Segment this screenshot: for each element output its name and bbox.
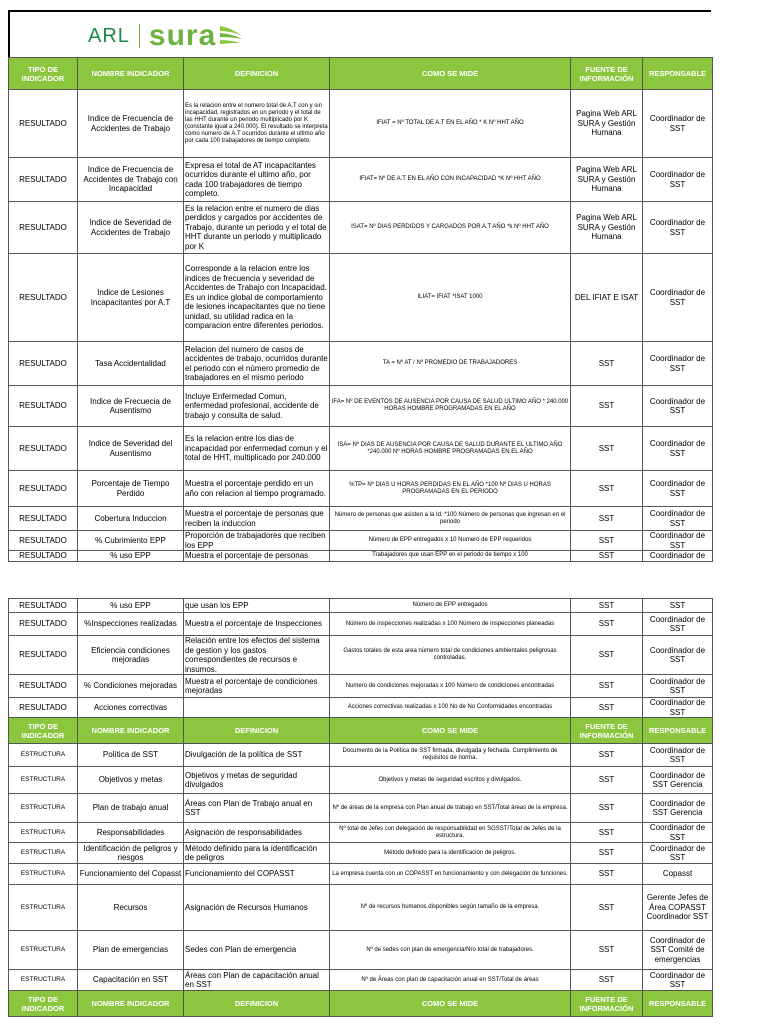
cell-como-se-mide: Objetivos y metas de seguridad escritos y divulgados. <box>330 767 571 794</box>
cell-fuente: SST <box>571 471 643 507</box>
cell-tipo: RESULTADO <box>9 551 78 562</box>
table-row <box>9 794 713 823</box>
table-row <box>9 767 713 794</box>
table-row <box>9 698 713 718</box>
cell-fuente: Pagina Web ARL SURA y Gestión Humana <box>571 90 643 158</box>
table-row <box>9 551 713 562</box>
cell-responsable: Coordinador de SST <box>643 823 713 843</box>
cell-como-se-mide: Número de inspecciones realizadas x 100 Número de inspecciones planeadas <box>330 613 571 636</box>
cell-nombre: Acciones correctivas <box>78 698 184 718</box>
table-row <box>9 744 713 767</box>
cell-tipo: ESTRUCTURA <box>9 864 78 885</box>
cell-tipo: ESTRUCTURA <box>9 970 78 991</box>
cell-tipo: ESTRUCTURA <box>9 843 78 864</box>
cell-definicion: Relacion del numero de casos de accidentes de trabajo, ocurridos durante el periodo con el número promedio de trabajadores en el mismo periodo <box>184 342 330 386</box>
cell-definicion: Divulgación de la política de SST <box>184 744 330 767</box>
logo-arl-text: ARL <box>88 24 130 47</box>
cell-responsable: Coordinador de SST <box>643 254 713 342</box>
logo-sura-text: sura <box>148 19 217 52</box>
cell-fuente: SST <box>571 698 643 718</box>
table-row <box>9 599 713 613</box>
header-tipo: TIPO DE INDICADOR <box>9 991 78 1017</box>
table-row <box>9 427 713 471</box>
cell-como-se-mide: ILIAT= IFIAT *ISAT 1000 <box>330 254 571 342</box>
cell-definicion: Muestra el porcentaje de condiciones mejoradas <box>184 675 330 698</box>
cell-nombre: Plan de trabajo anual <box>78 794 184 823</box>
cell-tipo: RESULTADO <box>9 675 78 698</box>
header-tipo: TIPO DE INDICADOR <box>9 718 78 744</box>
cell-como-se-mide: Nº de áreas de la empresa con Plan anual de trabajo en SST/Total áreas de la empresa. <box>330 794 571 823</box>
cell-como-se-mide: ISAT= Nº DIAS PERDIDOS Y CARGADOS POR A.T AÑO *k Nº HHT AÑO <box>330 202 571 254</box>
cell-tipo: RESULTADO <box>9 254 78 342</box>
cell-nombre: Cobertura Induccion <box>78 507 184 531</box>
cell-nombre: Responsabilidades <box>78 823 184 843</box>
cell-responsable: Coordinador de SST <box>643 613 713 636</box>
cell-nombre: Recursos <box>78 885 184 931</box>
cell-responsable: Coordinador de SST <box>643 342 713 386</box>
table-header-row <box>9 718 713 744</box>
cell-fuente: SST <box>571 427 643 471</box>
cell-como-se-mide: Número de personas que asisten a la Id. *100 Número de personas que ingresan en el periodo <box>330 507 571 531</box>
cell-definicion: Muestra el porcentaje de personas que reciben la induccion <box>184 507 330 531</box>
cell-como-se-mide: IFA= Nº DE EVENTOS DE AUSENCIA POR CAUSA DE SALUD ULTIMO AÑO * 240.000 HORAS HOMBRE PROGRAMADAS EN EL AÑO <box>330 386 571 427</box>
cell-fuente: SST <box>571 551 643 562</box>
table-header-row <box>9 58 713 90</box>
cell-responsable: Coordinador de SST <box>643 698 713 718</box>
logo-separator <box>139 24 140 48</box>
table-row <box>9 158 713 202</box>
table-row <box>9 613 713 636</box>
cell-tipo: RESULTADO <box>9 613 78 636</box>
header-nombre: NOMBRE INDICADOR <box>78 58 184 90</box>
table-row <box>9 675 713 698</box>
cell-como-se-mide: Numero de condiciones mejoradas x 100 Número de condiciones encontradas <box>330 675 571 698</box>
cell-como-se-mide: La empresa cuenta con un COPASST en funcionamiento y con delegación de funciones. <box>330 864 571 885</box>
header-definicion: DEFINICION <box>184 718 330 744</box>
header-como-se-mide: COMO SE MIDE <box>330 718 571 744</box>
cell-nombre: Política de SST <box>78 744 184 767</box>
cell-fuente: SST <box>571 507 643 531</box>
indicators-table-page1 <box>8 57 713 562</box>
cell-definicion: Áreas con Plan de Trabajo anual en SST <box>184 794 330 823</box>
cell-como-se-mide: %TP= Nº DIAS U HORAS PERDIDAS EN EL AÑO *100 Nº DIAS U HORAS PROGRAMADAS EN EL PERIODO <box>330 471 571 507</box>
cell-tipo: ESTRUCTURA <box>9 767 78 794</box>
cell-tipo: ESTRUCTURA <box>9 931 78 970</box>
cell-definicion: Asignación de responsabilidades <box>184 823 330 843</box>
cell-fuente: SST <box>571 843 643 864</box>
table-row <box>9 507 713 531</box>
header-responsable: RESPONSABLE <box>643 718 713 744</box>
cell-definicion: Muestra el porcentaje de Inspecciones <box>184 613 330 636</box>
table-row <box>9 386 713 427</box>
table-row <box>9 471 713 507</box>
header-fuente: FUENTE DE INFORMACIÓN <box>571 991 643 1017</box>
cell-responsable: Coordinador de SST <box>643 636 713 675</box>
cell-nombre: Indice de Lesiones Incapacitantes por A.T <box>78 254 184 342</box>
cell-definicion: Es la relacion entre los dias de incapacidad por enfermedad comun y el total de HHT, multiplicado por 240.000 <box>184 427 330 471</box>
cell-tipo: RESULTADO <box>9 386 78 427</box>
cell-definicion: Proporción de trabajadores que reciben los EPP <box>184 531 330 551</box>
cell-responsable: Coordinador de SST <box>643 427 713 471</box>
sura-swoosh-icon <box>218 22 244 50</box>
cell-como-se-mide: TA = Nº AT / Nº PROMEDIO DE TRABAJADORES <box>330 342 571 386</box>
cell-responsable: Coordinador de SST <box>643 202 713 254</box>
cell-fuente: SST <box>571 864 643 885</box>
cell-como-se-mide: Número de EPP entregados x 10 Numero de EPP requeridos <box>330 531 571 551</box>
header-responsable: RESPONSABLE <box>643 991 713 1017</box>
cell-nombre: Eficiencia condiciones mejoradas <box>78 636 184 675</box>
cell-responsable: SST <box>643 599 713 613</box>
cell-responsable: Coordinador de SST <box>643 386 713 427</box>
cell-nombre: Funcionamiento del Copasst <box>78 864 184 885</box>
cell-nombre: % uso EPP <box>78 551 184 562</box>
cell-definicion: Es la relacion entre el numero total de A.T con y sin incapacidad, registrados en un periodo y el total de las HHT durante un periodo multiplicado por K (constante igual a 240.000). El resultado se interpreta como numero de A.T ocurridos durante el ultimo año por cada 100 trabajadores de tiempo completo. <box>184 90 330 158</box>
cell-responsable: Coordinador de SST <box>643 970 713 991</box>
cell-responsable: Coordinador de SST Gerencia <box>643 767 713 794</box>
cell-tipo: ESTRUCTURA <box>9 794 78 823</box>
cell-fuente: SST <box>571 744 643 767</box>
cell-fuente: SST <box>571 931 643 970</box>
cell-fuente: SST <box>571 794 643 823</box>
cell-como-se-mide: IFIAT= Nº DE A.T EN EL AÑO CON INCAPACIDAD *K Nº HHT AÑO <box>330 158 571 202</box>
logo-header <box>8 10 711 57</box>
cell-responsable: Coordinador de SST <box>643 158 713 202</box>
cell-nombre: Plan de emergencias <box>78 931 184 970</box>
cell-definicion: Muestra el porcentaje de personas <box>184 551 330 562</box>
header-como-se-mide: COMO SE MIDE <box>330 58 571 90</box>
table-row <box>9 931 713 970</box>
cell-responsable: Coordinador de SST <box>643 531 713 551</box>
cell-tipo: RESULTADO <box>9 471 78 507</box>
cell-tipo: ESTRUCTURA <box>9 823 78 843</box>
cell-definicion: Sedes con Plan de emergencia <box>184 931 330 970</box>
cell-fuente: SST <box>571 613 643 636</box>
table-row <box>9 843 713 864</box>
cell-definicion: que usan los EPP <box>184 599 330 613</box>
cell-como-se-mide: Acciones correctivas realizadas x 100 No de No Conformidades encontradas <box>330 698 571 718</box>
cell-fuente: Pagina Web ARL SURA y Gestión Humana <box>571 202 643 254</box>
cell-como-se-mide: Nº de Áreas con plan de capacitación anual en SST/Total de áreas <box>330 970 571 991</box>
cell-como-se-mide: Nº de sedes con plan de emergencia/Nro total de trabajadores. <box>330 931 571 970</box>
cell-tipo: RESULTADO <box>9 507 78 531</box>
cell-definicion: Funcionamiento del COPASST <box>184 864 330 885</box>
cell-como-se-mide: Documento de la Política de SST firmada, divulgada y fechada. Cumplimiento de requisitos de norma. <box>330 744 571 767</box>
cell-nombre: Indice de Frecuecia de Ausentismo <box>78 386 184 427</box>
cell-definicion: Áreas con Plan de capacitación anual en SST <box>184 970 330 991</box>
table-row <box>9 342 713 386</box>
table-header-row <box>9 991 713 1017</box>
cell-tipo: RESULTADO <box>9 90 78 158</box>
cell-tipo: ESTRUCTURA <box>9 885 78 931</box>
cell-nombre: Indice de Frecuencia de Accidentes de Trabajo con Incapacidad <box>78 158 184 202</box>
cell-fuente: SST <box>571 970 643 991</box>
cell-tipo: RESULTADO <box>9 202 78 254</box>
cell-nombre: Indice de Frecuencia de Accidentes de Trabajo <box>78 90 184 158</box>
cell-fuente: Pagina Web ARL SURA y Gestión Humana <box>571 158 643 202</box>
cell-como-se-mide: Número de EPP entregados <box>330 599 571 613</box>
cell-definicion <box>184 698 330 718</box>
header-nombre: NOMBRE INDICADOR <box>78 718 184 744</box>
table-row <box>9 885 713 931</box>
cell-fuente: SST <box>571 636 643 675</box>
cell-responsable: Coordinador de SST <box>643 507 713 531</box>
cell-fuente: SST <box>571 885 643 931</box>
cell-definicion: Asignación de Recursos Humanos <box>184 885 330 931</box>
cell-fuente: SST <box>571 823 643 843</box>
cell-responsable: Copasst <box>643 864 713 885</box>
cell-nombre: Identificación de peligros y riesgos <box>78 843 184 864</box>
cell-fuente: SST <box>571 531 643 551</box>
cell-nombre: % Condiciones mejoradas <box>78 675 184 698</box>
cell-responsable: Coordinador de SST <box>643 90 713 158</box>
cell-como-se-mide: Nº total de Jefes con delegación de responsabilidad en SGSST/Total de Jefes de la estructura. <box>330 823 571 843</box>
cell-como-se-mide: Método definido para la identificación de peligros. <box>330 843 571 864</box>
page-break-gap <box>8 578 712 598</box>
cell-definicion: Incluye Enfermedad Comun, enfermedad profesional, accidente de trabajo y consulta de salud. <box>184 386 330 427</box>
cell-responsable: Gerente Jefes de Área COPASST Coordinador SST <box>643 885 713 931</box>
header-tipo: TIPO DE INDICADOR <box>9 58 78 90</box>
arl-sura-logo <box>88 16 244 56</box>
cell-nombre: Porcentaje de Tiempo Perdido <box>78 471 184 507</box>
cell-responsable: Coordinador de SST <box>643 675 713 698</box>
cell-responsable: Coordinador de SST <box>643 843 713 864</box>
cell-definicion: Muestra el porcentaje perdido en un año con relacion al tiempo programado. <box>184 471 330 507</box>
cell-tipo: ESTRUCTURA <box>9 744 78 767</box>
cell-responsable: Coordinador de SST Gerencia <box>643 794 713 823</box>
cell-fuente: SST <box>571 675 643 698</box>
cell-tipo: RESULTADO <box>9 599 78 613</box>
cell-fuente: DEL IFIAT E ISAT <box>571 254 643 342</box>
cell-responsable: Coordinador de <box>643 551 713 562</box>
table-row <box>9 90 713 158</box>
cell-fuente: SST <box>571 342 643 386</box>
cell-definicion: Expresa el total de AT incapacitantes ocurridos durante el ultimo año, por cada 100 trabajadores de tiempo completo. <box>184 158 330 202</box>
indicators-table-page2 <box>8 598 713 1017</box>
cell-responsable: Coordinador de SST <box>643 471 713 507</box>
cell-nombre: % uso EPP <box>78 599 184 613</box>
cell-fuente: SST <box>571 767 643 794</box>
cell-como-se-mide: Trabajadores que usan EPP en el periodo de tiempo x 100 <box>330 551 571 562</box>
header-como-se-mide: COMO SE MIDE <box>330 991 571 1017</box>
cell-definicion: Es la relacion entre el numero de dias perdidos y cargados por accidentes de Trabajo, durante un periodo y el total de HHT durante un periodo y multiplicado por K <box>184 202 330 254</box>
cell-fuente: SST <box>571 386 643 427</box>
cell-nombre: %Inspecciones realizadas <box>78 613 184 636</box>
table-row <box>9 823 713 843</box>
table-row <box>9 531 713 551</box>
cell-definicion: Método definido para la identificación de peligros <box>184 843 330 864</box>
cell-definicion: Objetivos y metas de seguridad divulgados <box>184 767 330 794</box>
header-definicion: DEFINICION <box>184 991 330 1017</box>
cell-tipo: RESULTADO <box>9 531 78 551</box>
table-row <box>9 254 713 342</box>
table-row <box>9 864 713 885</box>
cell-definicion: Corresponde a la relacion entre los indices de frecuencia y severidad de Accidentes de Trabajo con Incapacidad. Es un indice global de comportamiento de lesiones incapacitantes que no tiene unidad, su utilidad radica en la comparacion entre diferentes periodos. <box>184 254 330 342</box>
header-definicion: DEFINICION <box>184 58 330 90</box>
cell-nombre: Objetivos y metas <box>78 767 184 794</box>
cell-tipo: RESULTADO <box>9 427 78 471</box>
cell-fuente: SST <box>571 599 643 613</box>
table-row <box>9 636 713 675</box>
cell-tipo: RESULTADO <box>9 158 78 202</box>
cell-responsable: Coordinador de SST <box>643 744 713 767</box>
cell-como-se-mide: Nº de recursos humanos disponibles según tamaño de la empresa. <box>330 885 571 931</box>
cell-nombre: Tasa Accidentalidad <box>78 342 184 386</box>
header-fuente: FUENTE DE INFORMACIÓN <box>571 58 643 90</box>
header-nombre: NOMBRE INDICADOR <box>78 991 184 1017</box>
cell-definicion: Relación entre los efectos del sistema de gestion y los gastos correspondientes de recursos e insumos. <box>184 636 330 675</box>
header-fuente: FUENTE DE INFORMACIÓN <box>571 718 643 744</box>
cell-nombre: Indice de Severidad de Accidentes de Trabajo <box>78 202 184 254</box>
cell-como-se-mide: Gastos totales de esta area número total de condiciones ambientales peligrosas controladas. <box>330 636 571 675</box>
table-row <box>9 202 713 254</box>
cell-tipo: RESULTADO <box>9 698 78 718</box>
cell-responsable: Coordinador de SST Comité de emergencias <box>643 931 713 970</box>
cell-nombre: Indice de Severidad del Ausentismo <box>78 427 184 471</box>
cell-nombre: Capacitación en SST <box>78 970 184 991</box>
cell-como-se-mide: IFIAT = Nº TOTAL DE A.T EN EL AÑO * K Nº HHT AÑO <box>330 90 571 158</box>
cell-como-se-mide: ISA= Nº DIAS DE AUSENCIA POR CAUSA DE SALUD DURANTE EL ULTIMO AÑO *240.000 Nº HORAS HOMBRE PROGRAMADAS EN EL AÑO <box>330 427 571 471</box>
table-row <box>9 970 713 991</box>
cell-nombre: % Cubrimiento EPP <box>78 531 184 551</box>
header-responsable: RESPONSABLE <box>643 58 713 90</box>
cell-tipo: RESULTADO <box>9 636 78 675</box>
cell-tipo: RESULTADO <box>9 342 78 386</box>
